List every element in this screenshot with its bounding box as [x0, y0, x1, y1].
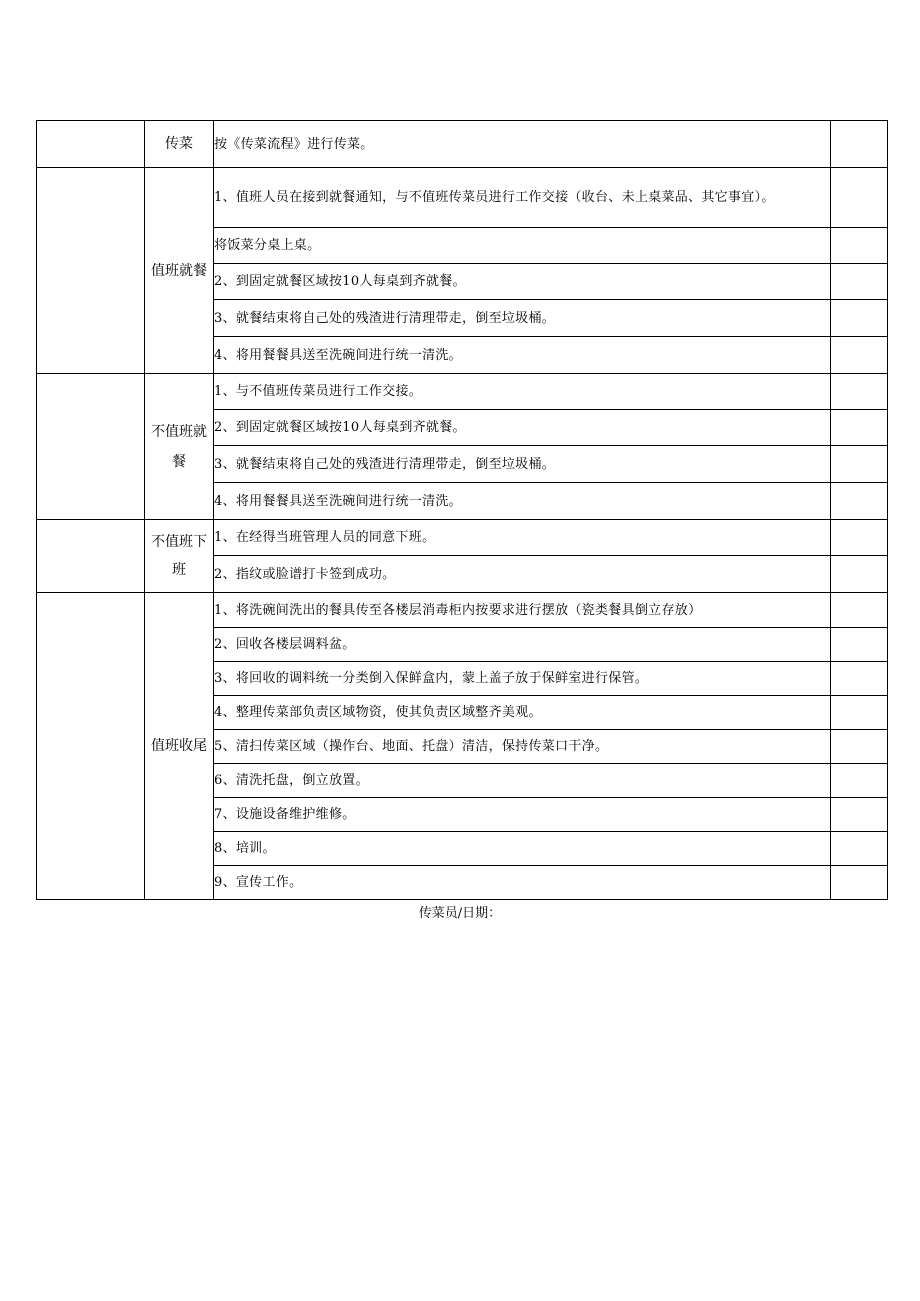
section-title: 不值班下班	[145, 520, 214, 593]
check-cell	[831, 798, 888, 832]
section-title: 传菜	[145, 121, 214, 168]
step-text: 9、宣传工作。	[214, 866, 831, 900]
check-cell	[831, 628, 888, 662]
category-cell	[37, 520, 145, 593]
check-cell	[831, 300, 888, 337]
step-text: 2、回收各楼层调料盆。	[214, 628, 831, 662]
check-cell	[831, 483, 888, 520]
table-row	[37, 374, 888, 410]
step-text: 将饭菜分桌上桌。	[214, 228, 831, 264]
check-cell	[831, 337, 888, 374]
check-cell	[831, 662, 888, 696]
table-row	[37, 168, 888, 228]
category-cell	[37, 374, 145, 520]
check-cell	[831, 228, 888, 264]
section-title: 值班收尾	[145, 593, 214, 900]
check-cell	[831, 696, 888, 730]
check-cell	[831, 168, 888, 228]
procedure-table	[36, 120, 888, 900]
step-text: 7、设施设备维护维修。	[214, 798, 831, 832]
category-cell	[37, 593, 145, 900]
table-row	[37, 121, 888, 168]
category-cell	[37, 168, 145, 374]
step-text: 按《传菜流程》进行传菜。	[214, 121, 831, 168]
step-text: 8、培训。	[214, 832, 831, 866]
check-cell	[831, 730, 888, 764]
check-cell	[831, 446, 888, 483]
section-title: 值班就餐	[145, 168, 214, 374]
section-title: 不值班就餐	[145, 374, 214, 520]
check-cell	[831, 593, 888, 628]
step-text: 1、将洗碗间洗出的餐具传至各楼层消毒柜内按要求进行摆放（瓷类餐具倒立存放）	[214, 593, 831, 628]
step-text: 2、指纹或脸谱打卡签到成功。	[214, 556, 831, 593]
check-cell	[831, 121, 888, 168]
table-row	[37, 520, 888, 556]
step-text: 5、清扫传菜区域（操作台、地面、托盘）清洁，保持传菜口干净。	[214, 730, 831, 764]
step-text: 2、到固定就餐区域按10人每桌到齐就餐。	[214, 410, 831, 446]
check-cell	[831, 410, 888, 446]
check-cell	[831, 764, 888, 798]
step-text: 1、在经得当班管理人员的同意下班。	[214, 520, 831, 556]
check-cell	[831, 556, 888, 593]
step-text: 3、就餐结束将自己处的残渣进行清理带走，倒至垃圾桶。	[214, 446, 831, 483]
check-cell	[831, 374, 888, 410]
check-cell	[831, 264, 888, 300]
check-cell	[831, 520, 888, 556]
signature-date-line: 传菜员/日期：	[418, 906, 502, 921]
check-cell	[831, 866, 888, 900]
step-text: 3、就餐结束将自己处的残渣进行清理带走，倒至垃圾桶。	[214, 300, 831, 337]
step-text: 1、与不值班传菜员进行工作交接。	[214, 374, 831, 410]
step-text: 4、将用餐餐具送至洗碗间进行统一清洗。	[214, 337, 831, 374]
step-text: 1、值班人员在接到就餐通知，与不值班传菜员进行工作交接（收台、未上桌菜品、其它事宜）。	[214, 168, 831, 228]
step-text: 3、将回收的调料统一分类倒入保鲜盒内，蒙上盖子放于保鲜室进行保管。	[214, 662, 831, 696]
check-cell	[831, 832, 888, 866]
table-row	[37, 593, 888, 628]
step-text: 4、整理传菜部负责区域物资，使其负责区域整齐美观。	[214, 696, 831, 730]
step-text: 2、到固定就餐区域按10人每桌到齐就餐。	[214, 264, 831, 300]
step-text: 4、将用餐餐具送至洗碗间进行统一清洗。	[214, 483, 831, 520]
category-cell	[37, 121, 145, 168]
step-text: 6、清洗托盘，倒立放置。	[214, 764, 831, 798]
